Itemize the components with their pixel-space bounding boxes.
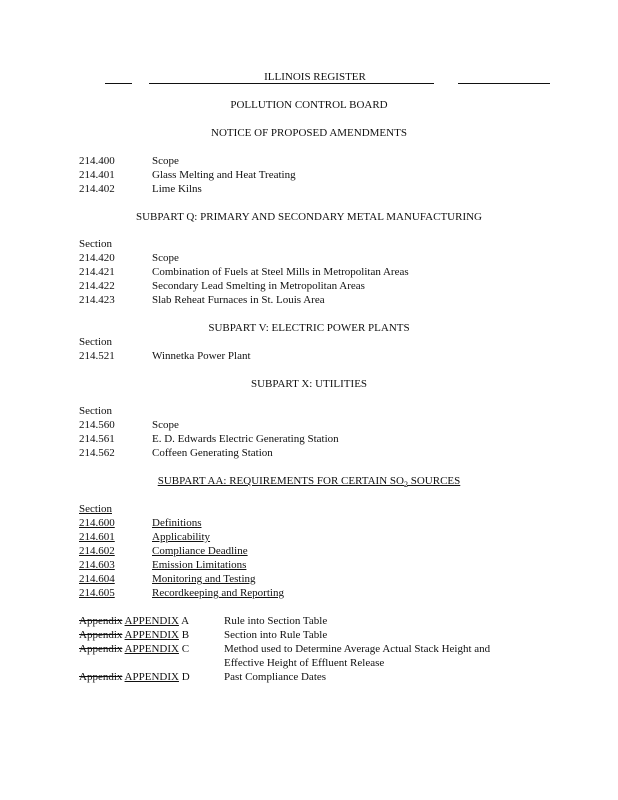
appendix-label: [79, 671, 190, 684]
section-number: 214.401: [79, 169, 115, 181]
section-label: Section: [79, 503, 112, 515]
section-number: 214.605: [79, 587, 115, 599]
section-title: Applicability: [152, 531, 211, 543]
section-title: Lime Kilns: [152, 183, 202, 195]
section-title: Coffeen Generating Station: [152, 447, 273, 459]
appendix-title: Method used to Determine Average Actual Stack Height and: [224, 643, 491, 655]
inserted-text: APPENDIX: [124, 629, 179, 641]
appendix-title: Rule into Section Table: [224, 615, 328, 627]
board-title: POLLUTION CONTROL BOARD: [230, 99, 388, 111]
notice-title: NOTICE OF PROPOSED AMENDMENTS: [211, 127, 407, 139]
section-title: Secondary Lead Smelting in Metropolitan Areas: [152, 280, 365, 292]
section-label: Section: [79, 405, 112, 417]
subpart-aa-heading-main: SUBPART AA: REQUIREMENTS FOR CERTAIN SO: [157, 475, 404, 487]
deleted-text: Appendix: [79, 671, 123, 683]
section-title: Scope: [152, 252, 179, 264]
section-number: 214.422: [79, 280, 115, 292]
subpart-q-heading: SUBPART Q: PRIMARY AND SECONDARY METAL MANUFACTURING: [135, 211, 483, 223]
section-number: 214.560: [79, 419, 115, 431]
inserted-text: APPENDIX: [124, 671, 179, 683]
section-title: Glass Melting and Heat Treating: [152, 169, 296, 181]
section-number: 214.402: [79, 183, 115, 195]
section-title: Definitions: [152, 517, 202, 529]
appendix-label: [79, 629, 189, 642]
appendix-letter: C: [178, 643, 190, 655]
subpart-aa-heading-tail: SOURCES: [407, 475, 461, 487]
section-title: Compliance Deadline: [152, 545, 248, 557]
appendix-letter: D: [178, 671, 190, 683]
section-title: Emission Limitations: [152, 559, 247, 571]
section-number: 214.521: [79, 350, 115, 362]
appendix-label: [79, 615, 189, 628]
section-number: 214.400: [79, 155, 115, 167]
section-number: 214.601: [79, 531, 115, 543]
appendix-title: Past Compliance Dates: [224, 671, 327, 683]
section-number: 214.421: [79, 266, 115, 278]
section-number: 214.600: [79, 517, 115, 529]
section-title: Scope: [152, 419, 179, 431]
deleted-text: Appendix: [79, 615, 123, 627]
section-title: Combination of Fuels at Steel Mills in Metropolitan Areas: [152, 266, 409, 278]
subpart-x-heading: SUBPART X: UTILITIES: [250, 378, 368, 390]
section-title: Slab Reheat Furnaces in St. Louis Area: [152, 294, 325, 306]
section-title: Monitoring and Testing: [152, 573, 256, 585]
section-number: 214.562: [79, 447, 115, 459]
section-title: Scope: [152, 155, 179, 167]
section-title: Recordkeeping and Reporting: [152, 587, 284, 599]
section-number: 214.423: [79, 294, 115, 306]
appendix-title-continued: Effective Height of Effluent Release: [224, 657, 385, 669]
subscript-two: 2: [403, 480, 408, 490]
section-number: 214.603: [79, 559, 115, 571]
section-label: Section: [79, 238, 112, 250]
appendix-label: [79, 643, 189, 656]
subpart-aa-heading: [0, 475, 618, 491]
inserted-text: APPENDIX: [124, 643, 179, 655]
section-label: Section: [79, 336, 112, 348]
appendix-letter: A: [178, 615, 190, 627]
appendix-letter: B: [178, 629, 190, 641]
section-number: 214.602: [79, 545, 115, 557]
section-title: E. D. Edwards Electric Generating Station: [152, 433, 339, 445]
deleted-text: Appendix: [79, 629, 123, 641]
inserted-text: APPENDIX: [124, 615, 179, 627]
section-number: 214.561: [79, 433, 115, 445]
deleted-text: Appendix: [79, 643, 123, 655]
register-title: ILLINOIS REGISTER: [264, 71, 366, 83]
section-number: 214.604: [79, 573, 115, 585]
section-title: Winnetka Power Plant: [152, 350, 251, 362]
subpart-v-heading: SUBPART V: ELECTRIC POWER PLANTS: [208, 322, 410, 334]
section-number: 214.420: [79, 252, 115, 264]
appendix-title: Section into Rule Table: [224, 629, 328, 641]
